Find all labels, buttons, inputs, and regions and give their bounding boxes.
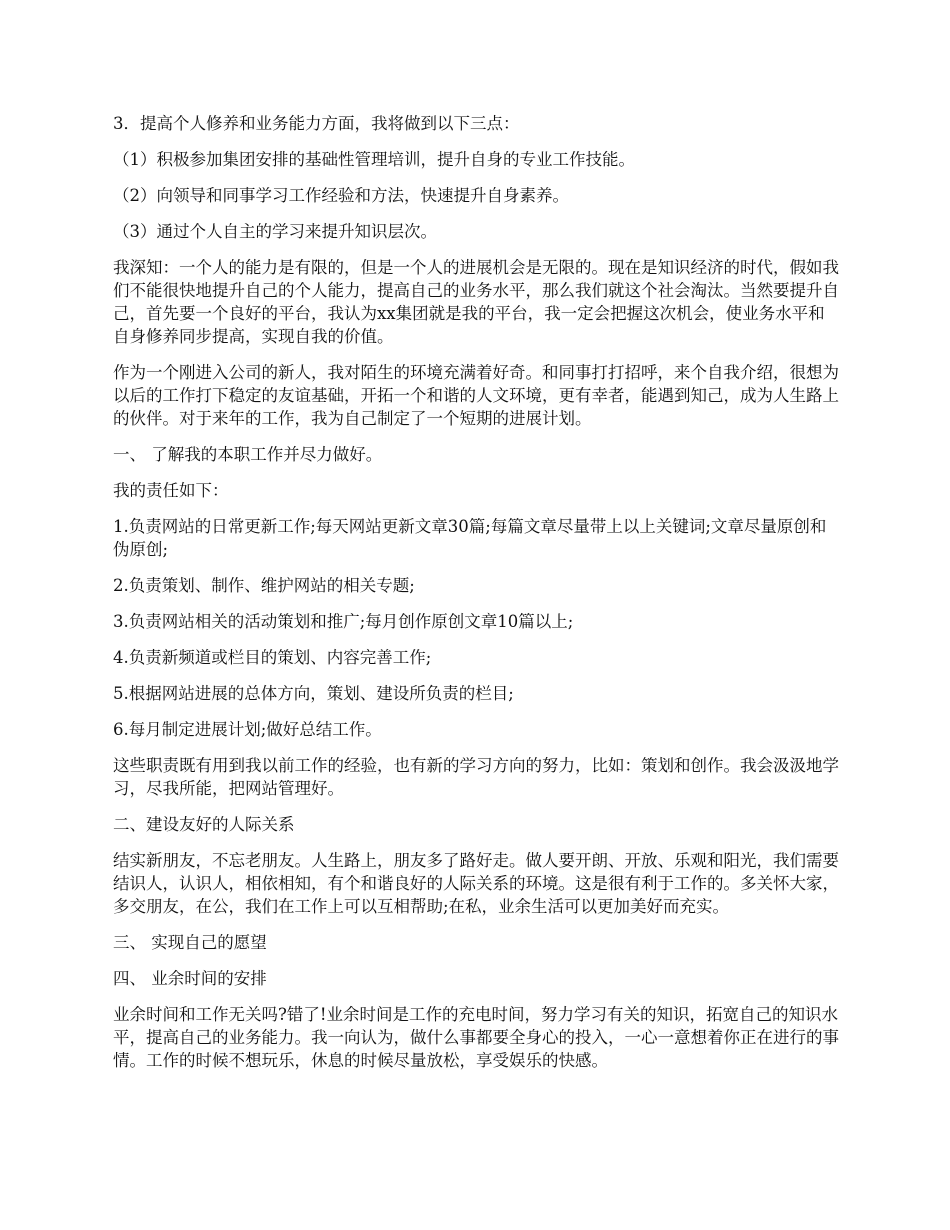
heading-part-3: 三、 实现自己的愿望 — [113, 933, 267, 952]
section-3-heading: 3．提高个人修养和业务能力方面，我将做到以下三点： — [113, 114, 520, 133]
list-item-2: （2）向领导和同事学习工作经验和方法，快速提升自身素养。 — [113, 186, 569, 205]
list-item-3: （3）通过个人自主的学习来提升知识层次。 — [113, 222, 437, 241]
document-body — [113, 112, 840, 1085]
responsibilities-label: 我的责任如下： — [113, 481, 229, 500]
heading-part-1: 一、 了解我的本职工作并尽力做好。 — [113, 445, 383, 464]
duty-item-5: 5.根据网站进展的总体方向，策划、建设所负责的栏目; — [113, 684, 514, 703]
heading-part-4: 四、 业余时间的安排 — [113, 969, 267, 988]
paragraph-relationships: 结实新朋友，不忘老朋友。人生路上，朋友多了路好走。做人要开朗、开放、乐观和阳光，我们需要结识人，认识人，相依相知，有个和谐良好的人际关系的环境。这是很有利于工作的。多关怀大家，多交朋友，在公，我们在工作上可以互相帮助;在私，业余生活可以更加美好而充实。 — [113, 851, 839, 916]
paragraph-spare-time: 业余时间和工作无关吗?错了!业余时间是工作的充电时间，努力学习有关的知识，拓宽自己的知识水平，提高自己的业务能力。我一向认为，做什么事都要全身心的投入，一心一意想着你正在进行的事情。工作的时候不想玩乐，休息的时候尽量放松，享受娱乐的快感。 — [113, 1005, 839, 1070]
duty-item-1: 1.负责网站的日常更新工作;每天网站更新文章30篇;每篇文章尽量带上以上关键词;文章尽量原创和伪原创; — [113, 517, 827, 559]
paragraph-understanding: 我深知：一个人的能力是有限的，但是一个人的进展机会是无限的。现在是知识经济的时代，假如我们不能很快地提升自己的个人能力，提高自己的业务水平，那么我们就这个社会淘汰。当然要提升自己，首先要一个良好的平台，我认为xx集团就是我的平台，我一定会把握这次机会，使业务水平和自身修养同步提高，实现自我的价值。 — [113, 258, 839, 346]
duty-item-2: 2.负责策划、制作、维护网站的相关专题; — [113, 576, 415, 595]
paragraph-duties-summary: 这些职责既有用到我以前工作的经验，也有新的学习方向的努力，比如：策划和创作。我会汲汲地学习，尽我所能，把网站管理好。 — [113, 756, 839, 798]
duty-item-4: 4.负责新频道或栏目的策划、内容完善工作; — [113, 648, 432, 667]
paragraph-new-employee: 作为一个刚进入公司的新人，我对陌生的环境充满着好奇。和同事打打招呼，来个自我介绍，很想为以后的工作打下稳定的友谊基础，开拓一个和谐的人文环境，更有幸者，能遇到知己，成为人生路上的伙伴。对于来年的工作，我为自己制定了一个短期的进展计划。 — [113, 363, 839, 428]
duty-item-3: 3.负责网站相关的活动策划和推广;每月创作原创文章10篇以上; — [113, 612, 574, 631]
duty-item-6: 6.每月制定进展计划;做好总结工作。 — [113, 720, 382, 739]
list-item-1: （1）积极参加集团安排的基础性管理培训，提升自身的专业工作技能。 — [113, 150, 635, 169]
heading-part-2: 二、建设友好的人际关系 — [113, 815, 295, 834]
